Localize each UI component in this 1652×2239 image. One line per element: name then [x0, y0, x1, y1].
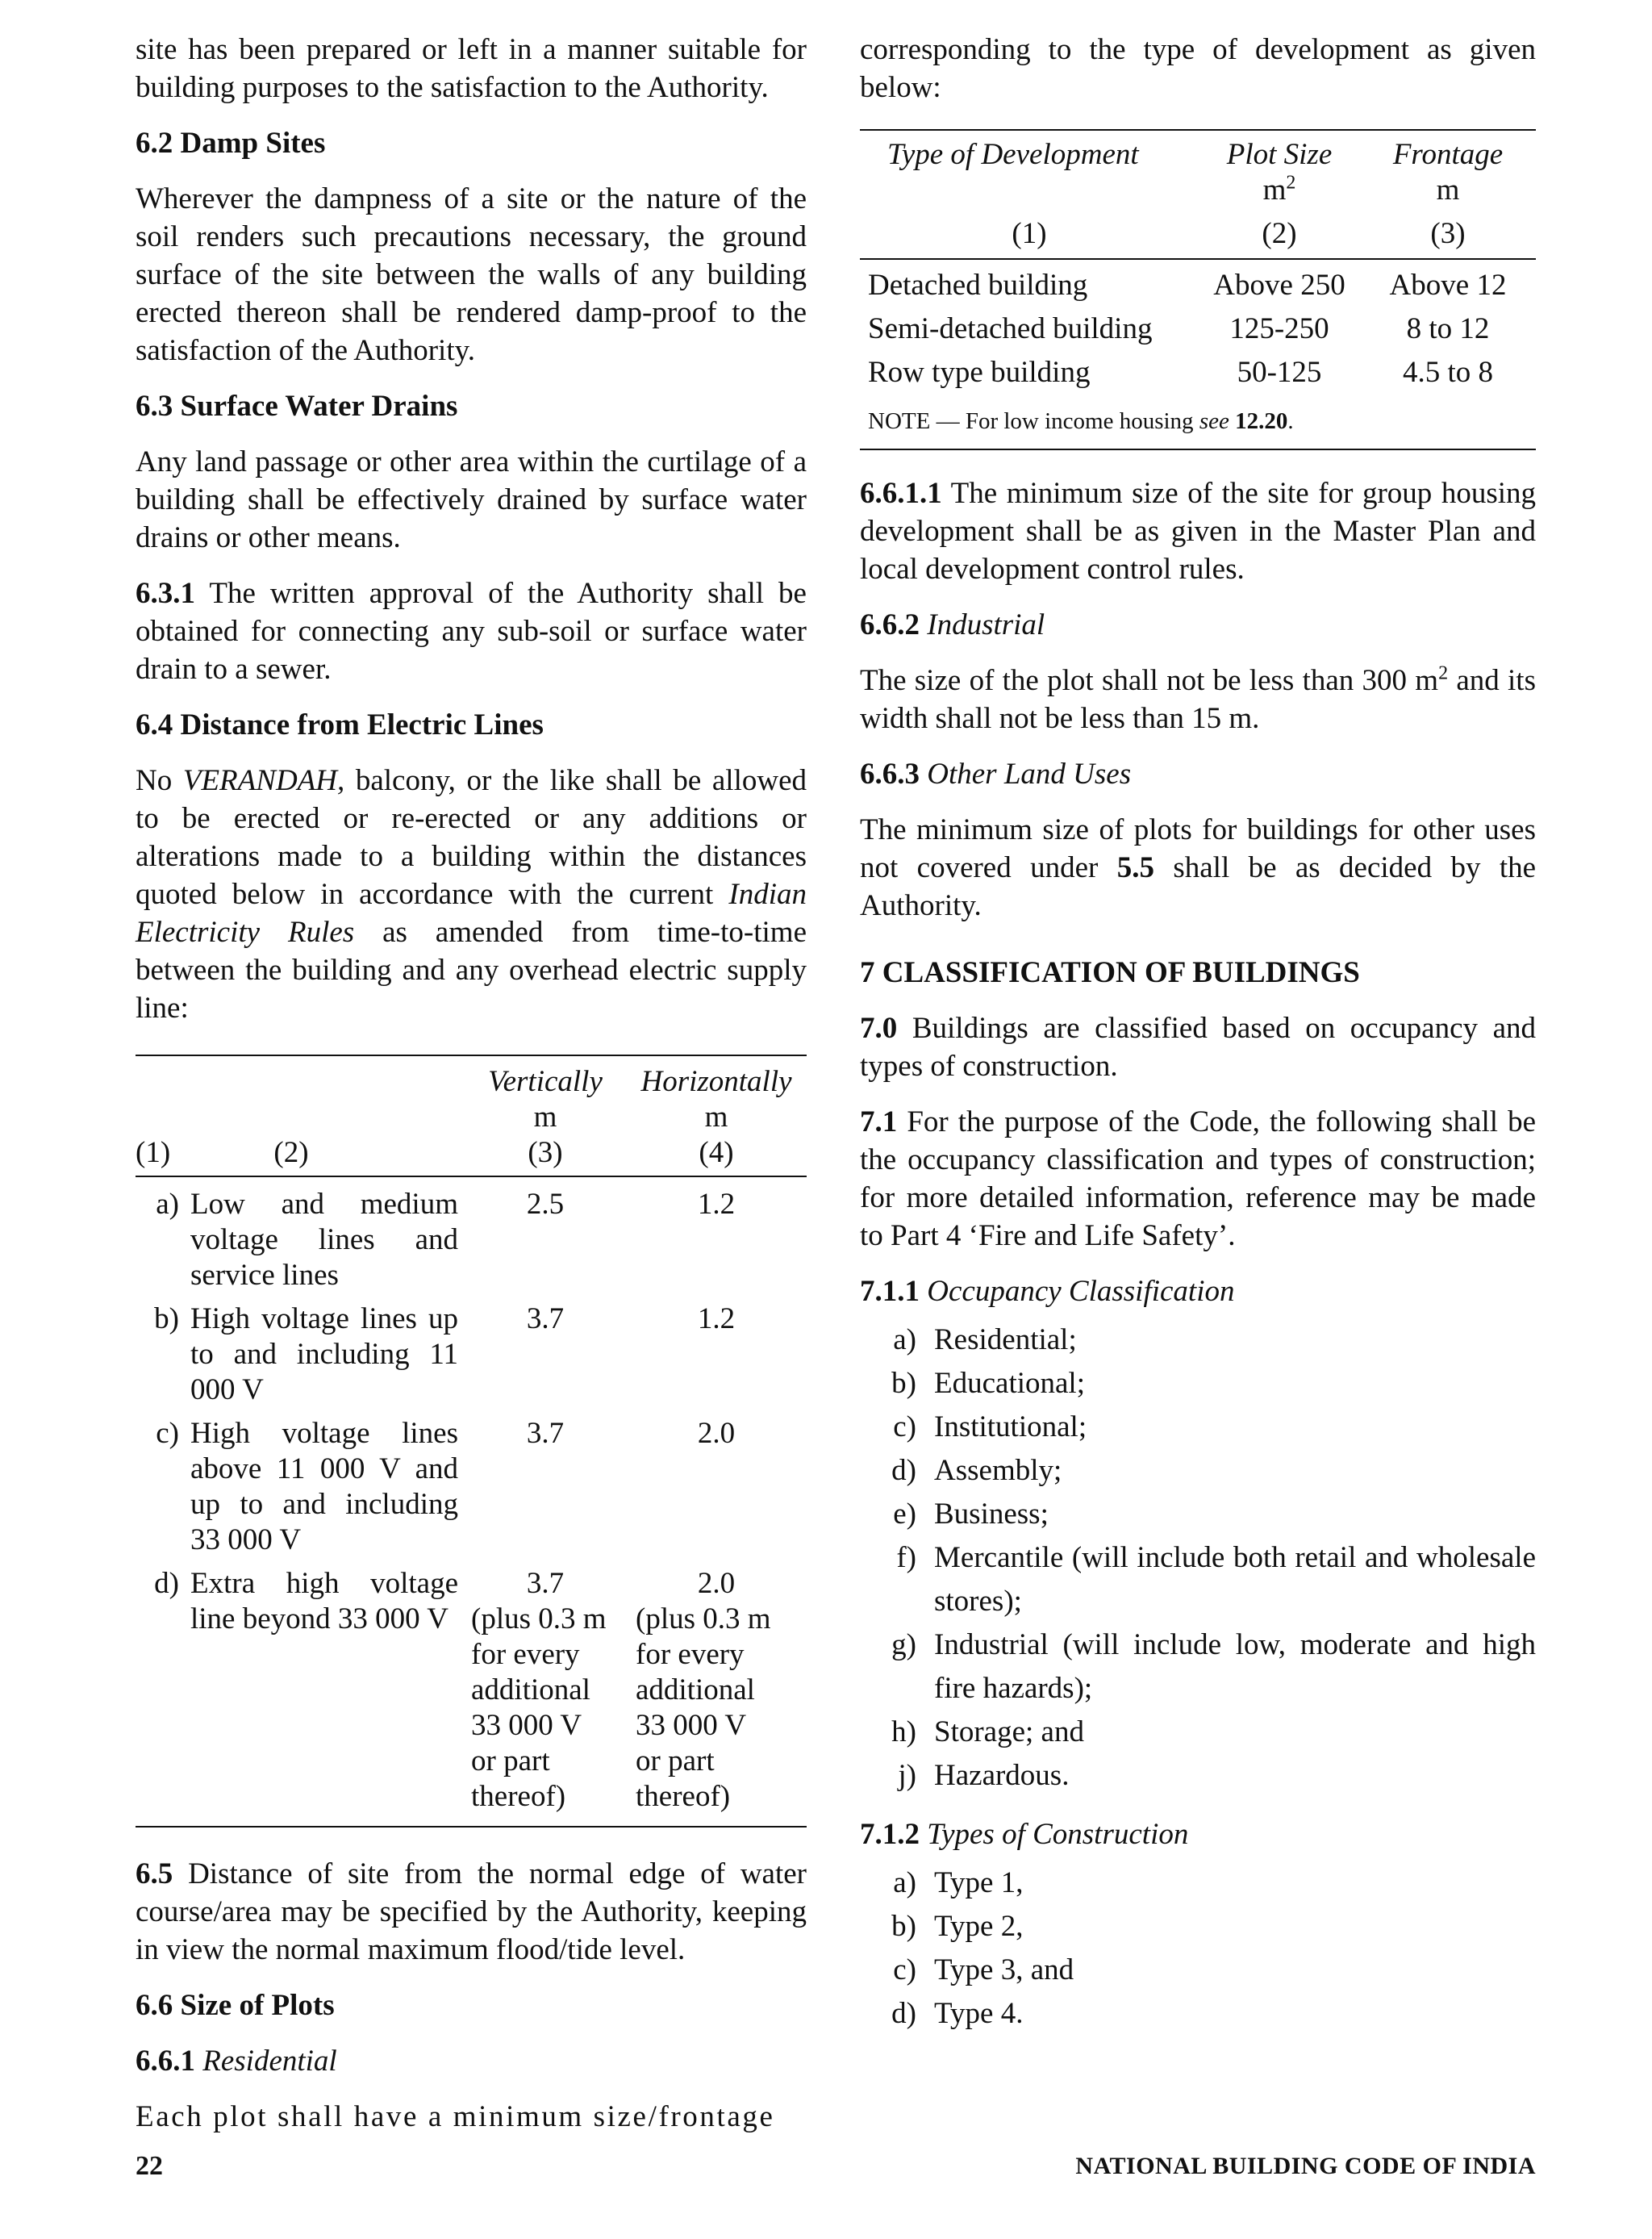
list-text: Hazardous.: [934, 1759, 1070, 1792]
section-6-6-3-heading: [860, 755, 1536, 793]
right-intro-paragraph: corresponding to the type of development as given below:: [860, 33, 1536, 104]
section-7-heading: 7 CLASSIFICATION OF BUILDINGS: [860, 956, 1360, 989]
column-number: (3): [1430, 217, 1466, 250]
unit-label: m: [533, 1101, 557, 1134]
table-row: [136, 1408, 807, 1558]
section-number: 7.0: [860, 1012, 898, 1045]
list-item: [860, 1449, 1536, 1493]
section-6-3-1-paragraph: [136, 574, 807, 688]
column-header-type: Type of Development: [887, 138, 1139, 171]
section-6-6-2-text: [860, 662, 1536, 737]
section-number: 6.6.3: [860, 758, 920, 791]
text-run: balcony, or the like shall be allowed to be erected or re-erected or any additions or alterations made to a building within the distances quoted below in accordance with the current: [136, 764, 807, 911]
section-7-1-1-heading: [860, 1272, 1536, 1310]
text-run: The minimum size of plots for buildings for other uses not covered under: [860, 813, 1536, 884]
section-6-5-paragraph: [136, 1855, 807, 1969]
row-description: Extra high voltage line beyond 33 000 V: [190, 1567, 458, 1635]
section-title: Surface Water Drains: [180, 390, 458, 423]
column-number: (2): [1262, 217, 1297, 250]
column-header-frontage: Frontage: [1392, 138, 1504, 171]
list-item: [860, 1493, 1536, 1536]
list-item: [860, 1406, 1536, 1449]
section-number: 6.3.1: [136, 577, 195, 610]
section-text: The written approval of the Authority shall be obtained for connecting any sub-soil or surface water drain to a sewer.: [136, 577, 807, 686]
text-run: as amended from time-to-time between the building and any overhead electric supply line:: [136, 916, 807, 1025]
list-text: Type 3, and: [934, 1953, 1074, 1986]
horizontal-distance-cell: [626, 1293, 807, 1408]
horizontal-value: 1.2: [697, 1302, 736, 1335]
section-6-4-heading: [136, 706, 807, 744]
section-number: 6.2: [136, 127, 173, 160]
distance-table: [136, 1055, 807, 1828]
list-item: [860, 1536, 1536, 1623]
list-item: [860, 1754, 1536, 1798]
section-title: Size of Plots: [180, 1989, 335, 2022]
horizontal-distance-cell: [626, 1408, 807, 1558]
vertical-note: (plus 0.3 m for every additional 33 000 V or part thereof): [471, 1602, 607, 1813]
section-7-1-2-heading: [860, 1815, 1536, 1853]
table-unit-row: [860, 173, 1536, 208]
horizontal-distance-cell: [626, 1176, 807, 1293]
frontage-cell: Above 12: [1389, 269, 1507, 302]
section-number: 7.1.1: [860, 1275, 920, 1308]
section-6-6-1-text: Each plot shall have a minimum size/frontage: [136, 2100, 775, 2133]
table-row: [860, 347, 1536, 391]
column-number: (3): [528, 1136, 563, 1169]
section-6-6-heading: [136, 1986, 807, 2024]
section-number: 6.5: [136, 1857, 173, 1890]
horizontal-value: 2.0: [697, 1417, 736, 1450]
table-note: [860, 391, 1536, 449]
vertical-value: 2.5: [526, 1188, 565, 1221]
table-header-row: [860, 130, 1536, 173]
column-number: (1): [1012, 217, 1047, 250]
list-marker: e): [893, 1498, 916, 1531]
plot-size-table: [860, 129, 1536, 450]
plot-table-body: [860, 259, 1536, 391]
section-number: 6.3: [136, 390, 173, 423]
unit-label: [1199, 173, 1360, 208]
section-title: Damp Sites: [180, 127, 326, 160]
note-end: .: [1287, 408, 1294, 434]
list-text: Educational;: [934, 1367, 1085, 1400]
list-text: Industrial (will include low, moderate and high fire hazards);: [934, 1628, 1536, 1705]
section-title: Industrial: [927, 608, 1045, 641]
section-title: Other Land Uses: [927, 758, 1132, 791]
row-marker: c): [156, 1417, 179, 1450]
note-see: see: [1199, 408, 1229, 434]
unit-label: m: [1436, 173, 1460, 207]
list-item: [860, 1905, 1536, 1949]
unit-superscript: 2: [1286, 172, 1296, 194]
text-run: The size of the plot shall not be less than 300 m: [860, 664, 1439, 697]
section-text: For the purpose of the Code, the following shall be the occupancy classification and types of construction; for more detailed information, reference may be made to Part 4 ‘Fire and Life Safety’.: [860, 1105, 1536, 1252]
development-type-cell: Row type building: [868, 356, 1091, 389]
list-marker: f): [896, 1541, 916, 1574]
column-number: (4): [699, 1136, 734, 1169]
publication-title: NATIONAL BUILDING CODE OF INDIA: [1075, 2153, 1536, 2179]
section-number: 7.1: [860, 1105, 898, 1138]
section-title: Types of Construction: [927, 1818, 1189, 1851]
construction-list: [860, 1861, 1536, 2036]
note-reference: 12.20: [1235, 408, 1288, 434]
horizontal-distance-cell: [626, 1558, 807, 1827]
list-text: Type 4.: [934, 1997, 1024, 2030]
verandah-term: VERANDAH,: [182, 764, 345, 797]
list-text: Assembly;: [934, 1454, 1062, 1487]
table-number-row: [136, 1135, 807, 1176]
section-title: Distance from Electric Lines: [180, 708, 544, 741]
section-reference: 5.5: [1116, 851, 1154, 884]
list-text: Institutional;: [934, 1410, 1087, 1443]
section-6-2-text: Wherever the dampness of a site or the nature of the soil renders such precautions necessary, the ground surface of the site between the walls of any building erected thereon shall be rendered damp-proof to the satisfaction of the Authority.: [136, 182, 807, 367]
vertical-value: 3.7: [526, 1417, 565, 1450]
list-item: [860, 1861, 1536, 1905]
section-6-6-3-text: [860, 811, 1536, 925]
text-run: No: [136, 764, 173, 797]
list-marker: c): [893, 1953, 916, 1986]
vertical-value: 3.7: [526, 1302, 565, 1335]
section-text: The minimum size of the site for group housing development shall be as given in the Master Plan and local development control rules.: [860, 477, 1536, 586]
section-7-1-paragraph: [860, 1103, 1536, 1255]
section-6-6-1-1-paragraph: [860, 474, 1536, 588]
list-marker: a): [893, 1866, 916, 1899]
list-item: [860, 1318, 1536, 1362]
table-row: [860, 259, 1536, 303]
unit-label: m: [704, 1101, 728, 1134]
vertical-distance-cell: [465, 1293, 626, 1408]
section-title: Residential: [202, 2045, 337, 2078]
row-marker: a): [156, 1188, 179, 1221]
vertical-distance-cell: [465, 1408, 626, 1558]
development-type-cell: Semi-detached building: [868, 312, 1153, 345]
left-intro-paragraph: site has been prepared or left in a manner suitable for building purposes to the satisfaction to the Authority.: [136, 33, 807, 104]
text-run: shall be as decided by the Authority.: [860, 851, 1537, 922]
section-number: 6.6.1.1: [860, 477, 942, 510]
development-type-cell: Detached building: [868, 269, 1088, 302]
table-row: [860, 303, 1536, 347]
table-unit-row: [136, 1100, 807, 1135]
list-marker: d): [891, 1454, 916, 1487]
table-number-row: [860, 208, 1536, 259]
vertical-distance-cell: [465, 1558, 626, 1827]
list-item: [860, 1992, 1536, 2036]
table-note-row: [860, 391, 1536, 449]
right-column: [860, 31, 1536, 2036]
distance-table-body: [136, 1176, 807, 1827]
section-6-6-2-heading: [860, 606, 1536, 644]
horizontal-value: 2.0: [697, 1567, 736, 1600]
list-marker: h): [891, 1715, 916, 1748]
column-header-horizontally: Horizontally: [640, 1065, 792, 1098]
section-number: 7.1.2: [860, 1818, 920, 1851]
table-header-row: [136, 1055, 807, 1100]
row-description: High voltage lines up to and including 11 000 V: [190, 1302, 458, 1406]
table-row: [136, 1558, 807, 1827]
section-6-2-heading: [136, 124, 807, 162]
list-text: Business;: [934, 1498, 1049, 1531]
row-description: Low and medium voltage lines and service lines: [190, 1188, 458, 1292]
list-marker: b): [891, 1910, 916, 1943]
electricity-rules-reference: Indian Electricity Rules: [136, 878, 807, 949]
table-row: [136, 1293, 807, 1408]
list-marker: j): [898, 1759, 916, 1792]
horizontal-value: 1.2: [697, 1188, 736, 1221]
section-title: Occupancy Classification: [927, 1275, 1235, 1308]
section-number: 6.6: [136, 1989, 173, 2022]
plot-size-cell: 125-250: [1229, 312, 1329, 345]
section-6-3-heading: [136, 387, 807, 425]
unit-text: m: [1262, 173, 1287, 207]
row-marker: d): [154, 1567, 179, 1600]
list-item: [860, 1623, 1536, 1711]
section-6-4-text: [136, 762, 807, 1027]
section-6-3-text: Any land passage or other area within the curtilage of a building shall be effectively drained by surface water drains or other means.: [136, 445, 807, 554]
column-number: (1): [136, 1136, 171, 1169]
section-7-0-paragraph: [860, 1009, 1536, 1085]
occupancy-list: [860, 1318, 1536, 1798]
frontage-cell: 4.5 to 8: [1402, 356, 1494, 389]
row-description: High voltage lines above 11 000 V and up to and including 33 000 V: [190, 1417, 458, 1556]
section-number: 6.4: [136, 708, 173, 741]
list-text: Mercantile (will include both retail and wholesale stores);: [934, 1541, 1536, 1618]
section-text: Distance of site from the normal edge of water course/area may be specified by the Authority, keeping in view the normal maximum flood/tide level.: [136, 1857, 807, 1966]
list-text: Storage; and: [934, 1715, 1084, 1748]
list-marker: d): [891, 1997, 916, 2030]
left-column: [136, 31, 807, 2136]
list-marker: a): [893, 1323, 916, 1356]
text-run: and its width shall not be less than 15 m.: [860, 664, 1536, 735]
row-marker: b): [154, 1302, 179, 1335]
section-number: 6.6.2: [860, 608, 920, 641]
plot-size-cell: 50-125: [1237, 356, 1322, 389]
list-item: [860, 1711, 1536, 1754]
list-marker: c): [893, 1410, 916, 1443]
list-text: Residential;: [934, 1323, 1077, 1356]
page-number: 22: [136, 2151, 163, 2181]
column-header-plot-size: Plot Size: [1226, 138, 1333, 171]
list-item: [860, 1362, 1536, 1406]
section-number: 6.6.1: [136, 2045, 195, 2078]
list-item: [860, 1949, 1536, 1992]
column-header-vertically: Vertically: [488, 1065, 603, 1098]
section-text: Buildings are classified based on occupancy and types of construction.: [860, 1012, 1537, 1083]
plot-size-cell: Above 250: [1213, 269, 1345, 302]
column-number: (2): [273, 1136, 309, 1169]
section-6-6-1-heading: [136, 2042, 807, 2080]
list-text: Type 2,: [934, 1910, 1024, 1943]
note-text: NOTE — For low income housing: [868, 408, 1194, 434]
vertical-distance-cell: [465, 1176, 626, 1293]
superscript: 2: [1438, 662, 1449, 684]
frontage-cell: 8 to 12: [1406, 312, 1490, 345]
horizontal-note: (plus 0.3 m for every additional 33 000 V or part thereof): [636, 1602, 771, 1813]
list-marker: b): [891, 1367, 916, 1400]
list-text: Type 1,: [934, 1866, 1024, 1899]
list-marker: g): [891, 1628, 916, 1661]
table-row: [136, 1176, 807, 1293]
vertical-value: 3.7: [526, 1567, 565, 1600]
